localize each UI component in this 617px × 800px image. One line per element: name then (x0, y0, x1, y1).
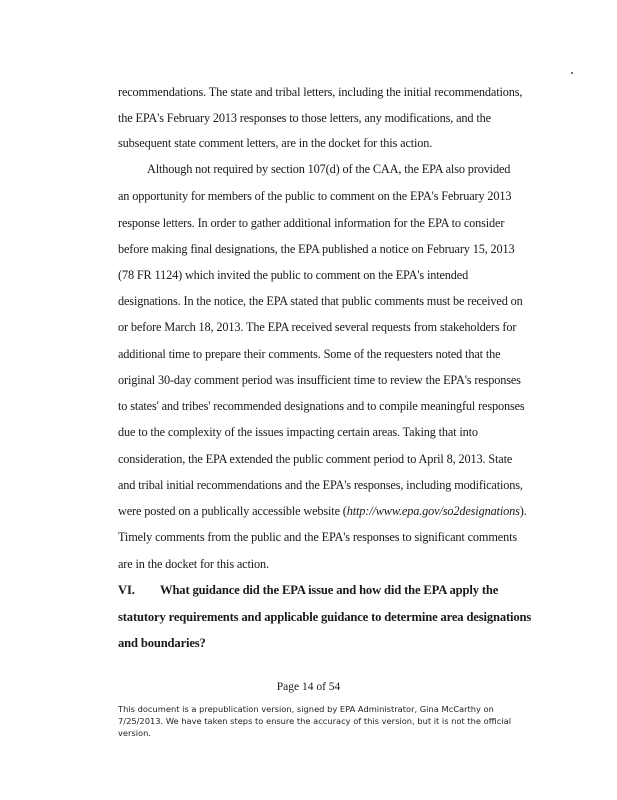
body-line-5: an opportunity for members of the public to comment on the EPA's February 2013 (118, 189, 512, 203)
body-line-11: additional time to prepare their comments. Some of the requesters noted that the (118, 347, 501, 361)
disclaimer-line-1: This document is a prepublication version, signed by EPA Administrator, Gina McCarthy on (118, 704, 494, 714)
section-number: VI. (118, 583, 135, 597)
body-line-13: to states' and tribes' recommended designations and to compile meaningful responses (118, 399, 525, 413)
body-line-2: the EPA's February 2013 responses to those letters, any modifications, and the (118, 111, 491, 125)
body-line-18: Timely comments from the public and the EPA's responses to significant comments (118, 530, 517, 544)
body-line-16: and tribal initial recommendations and the EPA's responses, including modifications, (118, 478, 523, 492)
body-line-6: response letters. In order to gather additional information for the EPA to consider (118, 216, 505, 230)
disclaimer-line-2: 7/25/2013. We have taken steps to ensure the accuracy of this version, but it is not the official (118, 716, 512, 726)
body-line-1: recommendations. The state and tribal letters, including the initial recommendations, (118, 85, 523, 99)
website-url[interactable]: http://www.epa.gov/so2designations (346, 504, 520, 518)
section-heading-text: What guidance did the EPA issue and how did the EPA apply the (160, 583, 499, 597)
body-line-8: (78 FR 1124) which invited the public to comment on the EPA's intended (118, 268, 469, 282)
body-line-9: designations. In the notice, the EPA stated that public comments must be received on (118, 294, 523, 308)
section-heading-line-3: and boundaries? (118, 636, 206, 650)
disclaimer-line-3: version. (118, 728, 152, 738)
body-line-3: subsequent state comment letters, are in the docket for this action. (118, 136, 433, 150)
body-line-15: consideration, the EPA extended the public comment period to April 8, 2013. State (118, 452, 513, 466)
body-line-19: are in the docket for this action. (118, 557, 269, 571)
body-line-12: original 30-day comment period was insufficient time to review the EPA's responses (118, 373, 521, 387)
body-line-7: before making final designations, the EPA published a notice on February 15, 2013 (118, 242, 515, 256)
scan-speck (571, 72, 573, 74)
body-line-10: or before March 18, 2013. The EPA received several requests from stakeholders for (118, 320, 517, 334)
body-line-17 (118, 504, 527, 518)
url-line-prefix: were posted on a publically accessible website ( (118, 504, 347, 518)
section-heading-line-2: statutory requirements and applicable guidance to determine area designations (118, 610, 532, 624)
section-heading-line-1 (118, 583, 518, 597)
page-number: Page 14 of 54 (276, 681, 341, 693)
body-line-4: Although not required by section 107(d) of the CAA, the EPA also provided (147, 162, 511, 176)
body-line-14: due to the complexity of the issues impacting certain areas. Taking that into (118, 425, 478, 439)
url-line-suffix: ). (519, 504, 527, 518)
